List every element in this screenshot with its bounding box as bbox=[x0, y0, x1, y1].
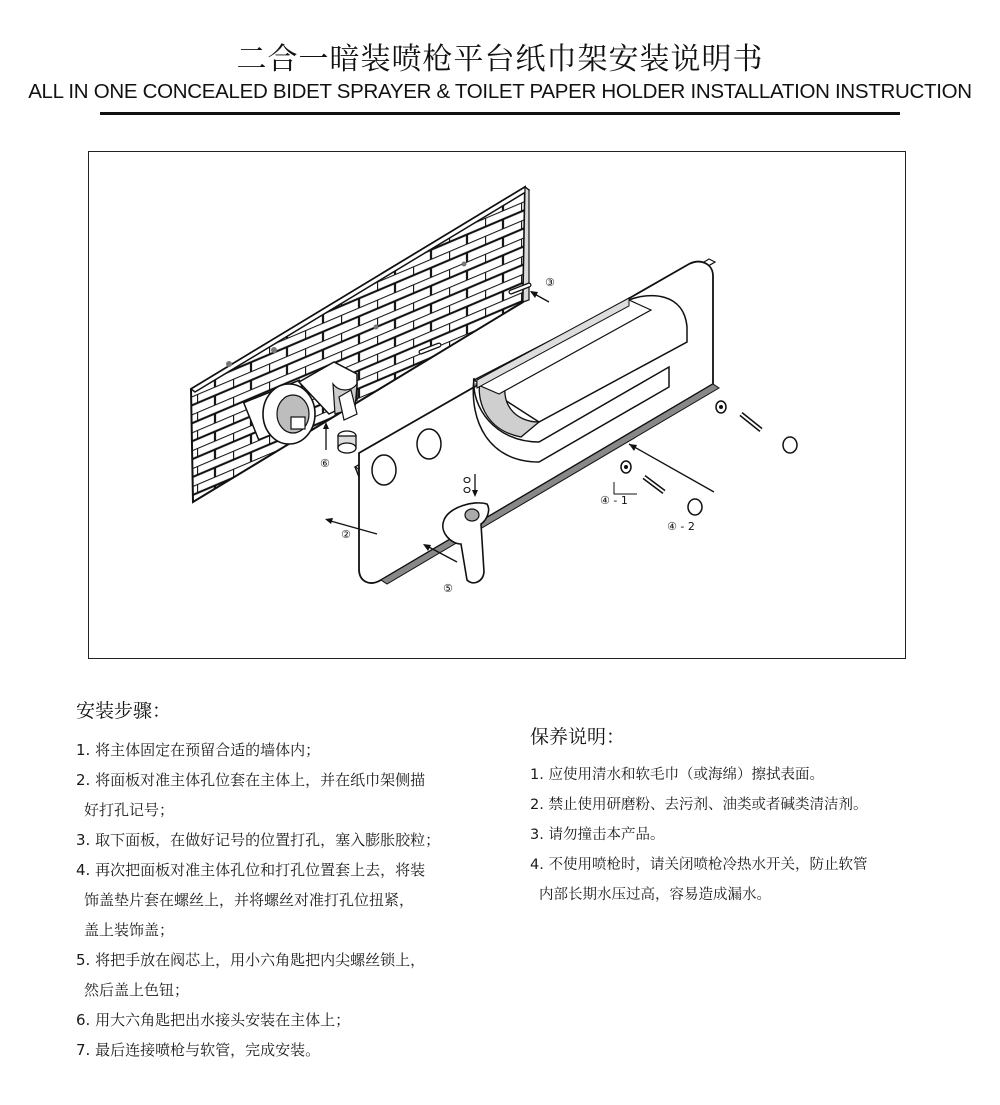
installation-steps-title: 安装步骤： bbox=[76, 700, 172, 722]
installation-steps-list bbox=[76, 735, 516, 1065]
callout-4-1 bbox=[600, 494, 628, 507]
page-subtitle: ALL IN ONE CONCEALED BIDET SPRAYER & TOILET PAPER HOLDER INSTALLATION INSTRUCTION bbox=[28, 80, 972, 103]
step-2: 2. 将面板对准主体孔位套在主体上，并在纸巾架侧描 好打孔记号； bbox=[76, 771, 426, 819]
callout-4-2 bbox=[667, 520, 695, 533]
step-3: 3. 取下面板，在做好记号的位置打孔，塞入膨胀胶粒； bbox=[76, 831, 441, 849]
svg-text:②: ② bbox=[341, 528, 351, 541]
maintenance-list bbox=[530, 760, 970, 910]
svg-text:④ - 2: ④ - 2 bbox=[667, 520, 695, 533]
svg-text:④ - 1: ④ - 1 bbox=[600, 494, 628, 507]
care-item-2: 2. 禁止使用研磨粉、去污剂、油类或者碱类清洁剂。 bbox=[530, 797, 868, 813]
callout-2 bbox=[341, 528, 351, 541]
callout-5 bbox=[443, 582, 453, 595]
step-5: 5. 将把手放在阀芯上，用小六角匙把内尖螺丝锁上， 然后盖上色钮； bbox=[76, 951, 426, 999]
page-title: 二合一暗装喷枪平台纸巾架安装说明书 bbox=[236, 42, 764, 77]
callout-3 bbox=[545, 276, 555, 289]
installation-diagram bbox=[88, 151, 906, 659]
paper-holder-shelf bbox=[473, 296, 687, 462]
maintenance-title: 保养说明： bbox=[530, 726, 626, 748]
step-7: 7. 最后连接喷枪与软管，完成安装。 bbox=[76, 1041, 321, 1059]
title-divider bbox=[100, 112, 900, 115]
step-1: 1. 将主体固定在预留合适的墙体内； bbox=[76, 741, 321, 759]
care-item-3: 3. 请勿撞击本产品。 bbox=[530, 827, 665, 843]
svg-text:③: ③ bbox=[545, 276, 555, 289]
svg-text:⑤: ⑤ bbox=[443, 582, 453, 595]
step-6: 6. 用大六角匙把出水接头安装在主体上； bbox=[76, 1011, 351, 1029]
svg-text:⑥: ⑥ bbox=[320, 457, 330, 470]
outlet-connector bbox=[323, 422, 356, 453]
step-4: 4. 再次把面板对准主体孔位和打孔位置套上去，将装 饰盖垫片套在螺丝上，并将螺丝对准打孔位扭紧， 盖上装饰盖； bbox=[76, 861, 426, 939]
care-item-1: 1. 应使用清水和软毛巾（或海绵）擦拭表面。 bbox=[530, 767, 824, 783]
callout-6 bbox=[320, 457, 330, 470]
screw-set-upper bbox=[716, 401, 797, 453]
care-item-4: 4. 不使用喷枪时，请关闭喷枪冷热水开关，防止软管 内部长期水压过高，容易造成漏水。 bbox=[530, 857, 868, 903]
